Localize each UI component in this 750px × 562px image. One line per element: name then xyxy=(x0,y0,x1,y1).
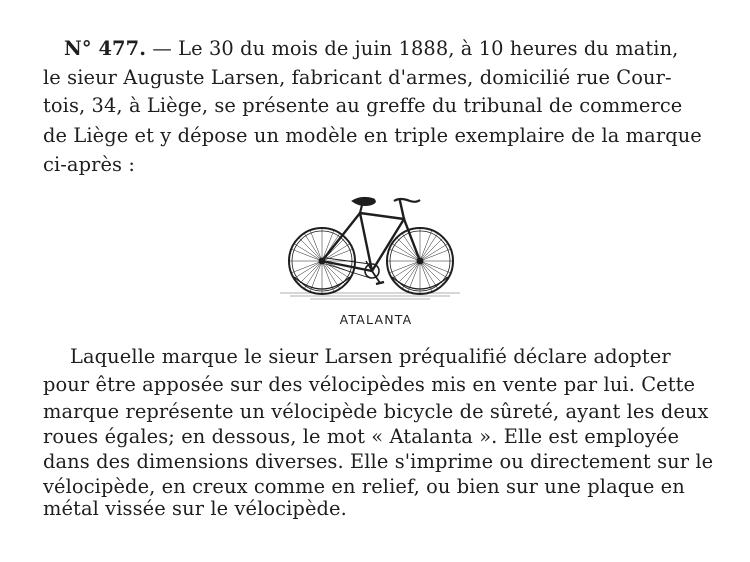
entry-line-1-text: — Le 30 du mois de juin 1888, à 10 heures du matin, xyxy=(152,37,679,60)
entry-line-1 xyxy=(64,37,678,61)
entry-line-5: ci-après : xyxy=(43,153,135,176)
entry-line-2: le sieur Auguste Larsen, fabricant d'armes, domicilié rue Cour- xyxy=(43,66,672,89)
figure-caption: ATALANTA xyxy=(339,312,413,327)
description-line-7: métal vissée sur le vélocipède. xyxy=(43,497,347,520)
description-line-5: dans des dimensions diverses. Elle s'imprime ou directement sur le xyxy=(43,450,714,473)
description-line-2: pour être apposée sur des vélocipèdes mis en vente par lui. Cette xyxy=(43,373,696,396)
entry-number: N° 477. xyxy=(64,37,147,60)
entry-line-4: de Liège et y dépose un modèle en triple exemplaire de la marque xyxy=(43,124,702,147)
description-line-4: roues égales; en dessous, le mot « Atalanta ». Elle est employée xyxy=(43,425,680,448)
description-line-1: Laquelle marque le sieur Larsen préqualifié déclare adopter xyxy=(70,345,671,368)
description-line-6: vélocipède, en creux comme en relief, ou bien sur une plaque en xyxy=(43,475,685,498)
bicycle-icon xyxy=(270,183,470,333)
description-line-3: marque représente un vélocipède bicycle de sûreté, ayant les deux xyxy=(43,400,709,423)
entry-line-3: tois, 34, à Liège, se présente au greffe du tribunal de commerce xyxy=(43,94,683,117)
